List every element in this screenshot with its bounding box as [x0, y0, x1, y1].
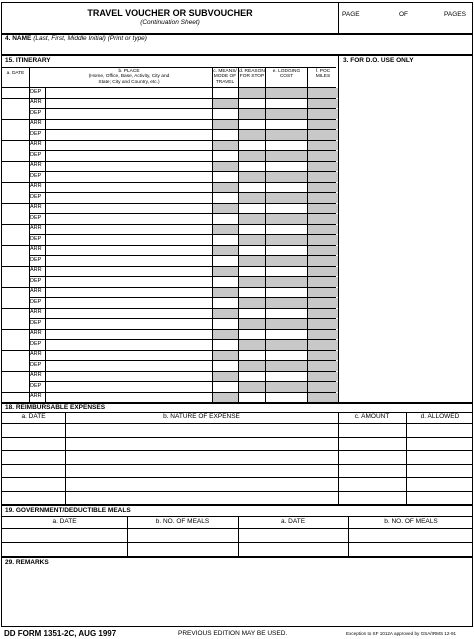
itinerary-row-label: ARR — [30, 330, 42, 336]
poc-shade — [308, 225, 338, 235]
lodging-shade — [266, 172, 307, 182]
lodging-shade — [266, 256, 307, 266]
lodging-shade — [266, 130, 307, 140]
form-title: TRAVEL VOUCHER OR SUBVOUCHER — [87, 8, 253, 18]
poc-shade — [308, 88, 338, 98]
itinerary-row-rule — [2, 140, 336, 141]
poc-shade — [308, 372, 338, 382]
means-shade — [213, 120, 238, 130]
reason-shade — [239, 298, 265, 308]
itinerary-row-label: DEP — [30, 361, 42, 368]
itinerary-row-rule — [2, 308, 336, 309]
poc-shade — [308, 309, 338, 319]
itinerary-row-label: DEP — [30, 298, 42, 305]
itinerary-row-label: ARR — [30, 288, 42, 294]
itinerary-row-label: DEP — [30, 88, 42, 95]
poc-shade — [308, 120, 338, 130]
col-place-header: b. PLACE (Home, Office, Base, Activity, City and State; City and Country, etc.) — [88, 69, 170, 85]
poc-shade — [308, 267, 338, 277]
lodging-shade — [266, 277, 307, 287]
poc-shade — [308, 246, 338, 256]
lodging-shade — [266, 235, 307, 245]
reason-shade — [239, 130, 265, 140]
lodging-shade — [266, 88, 307, 98]
col-reason-header: d. REASON FOR STOP — [239, 69, 265, 80]
poc-shade — [308, 204, 338, 214]
name-hint: (Last, First, Middle Initial) (Print or type) — [33, 35, 147, 42]
meals-col-date-2: a. DATE — [280, 518, 306, 525]
means-shade — [213, 393, 238, 403]
itinerary-row-rule — [2, 266, 336, 267]
page-label: PAGE — [342, 11, 360, 18]
itinerary-row-label: DEP — [30, 319, 42, 326]
itinerary-row-rule — [2, 392, 336, 393]
itinerary-row-label: ARR — [30, 204, 42, 210]
itinerary-row-rule — [2, 182, 336, 183]
poc-shade — [308, 235, 338, 245]
reimbursable-title: 18. REIMBURSABLE EXPENSES — [5, 404, 106, 411]
poc-shade — [308, 298, 338, 308]
itinerary-row-label: DEP — [30, 109, 42, 116]
poc-shade — [308, 330, 338, 340]
itinerary-row-label: DEP — [30, 172, 42, 179]
itinerary-row-label: ARR — [30, 99, 42, 105]
means-shade — [213, 330, 238, 340]
itinerary-row-label: ARR — [30, 246, 42, 252]
itinerary-row-rule — [2, 161, 336, 162]
travel-voucher-form — [1, 2, 473, 627]
lodging-shade — [266, 214, 307, 224]
reason-shade — [239, 193, 265, 203]
reason-shade — [239, 88, 265, 98]
col-poc-header: f. POC MILES — [315, 69, 331, 80]
name-number: 4. — [5, 35, 11, 42]
means-shade — [213, 288, 238, 298]
reimb-col-nature: b. NATURE OF EXPENSE — [163, 413, 240, 420]
itinerary-row-label: ARR — [30, 141, 42, 147]
meals-col-meals-2: b. NO. OF MEALS — [384, 518, 438, 525]
lodging-shade — [266, 382, 307, 392]
itinerary-row-label: DEP — [30, 277, 42, 284]
poc-shade — [308, 361, 338, 371]
reimb-col-date: a. DATE — [21, 413, 46, 420]
poc-shade — [308, 130, 338, 140]
itinerary-row-rule — [2, 245, 336, 246]
itinerary-row-label: DEP — [30, 151, 42, 158]
itinerary-row-label: DEP — [30, 193, 42, 200]
itinerary-row-label: DEP — [30, 256, 42, 263]
reimbursable-row-rule — [2, 477, 472, 478]
itinerary-row-label: DEP — [30, 130, 42, 137]
itinerary-row-rule — [2, 119, 336, 120]
itinerary-row-rule — [2, 350, 336, 351]
means-shade — [213, 225, 238, 235]
poc-shade — [308, 162, 338, 172]
form-footer — [0, 629, 474, 639]
means-shade — [213, 162, 238, 172]
itinerary-row-label: ARR — [30, 267, 42, 273]
itinerary-row-label: ARR — [30, 351, 42, 357]
meals-col-date-1: a. DATE — [52, 518, 77, 525]
meals-col-meals-1: b. NO. OF MEALS — [155, 518, 210, 525]
lodging-shade — [266, 361, 307, 371]
poc-shade — [308, 141, 338, 151]
itinerary-row-label: ARR — [30, 162, 42, 168]
means-shade — [213, 183, 238, 193]
name-field[interactable] — [5, 36, 147, 43]
means-shade — [213, 246, 238, 256]
poc-shade — [308, 214, 338, 224]
poc-shade — [308, 172, 338, 182]
reimbursable-row-rule — [2, 491, 472, 492]
itinerary-row-label: DEP — [30, 235, 42, 242]
itinerary-row-label: DEP — [30, 340, 42, 347]
previous-edition-note: PREVIOUS EDITION MAY BE USED. — [178, 630, 288, 637]
do-use-title: 3. FOR D.O. USE ONLY — [343, 57, 414, 64]
itinerary-row-rule — [2, 329, 336, 330]
reason-shade — [239, 256, 265, 266]
reason-shade — [239, 277, 265, 287]
means-shade — [213, 204, 238, 214]
itinerary-row-label: ARR — [30, 183, 42, 189]
means-shade — [213, 141, 238, 151]
lodging-shade — [266, 151, 307, 161]
reimbursable-row-rule — [2, 464, 472, 465]
poc-shade — [308, 151, 338, 161]
meals-title: 19. GOVERNMENT/DEDUCTIBLE MEALS — [5, 507, 131, 514]
lodging-shade — [266, 319, 307, 329]
poc-shade — [308, 319, 338, 329]
itinerary-row-rule — [2, 98, 336, 99]
lodging-shade — [266, 109, 307, 119]
reason-shade — [239, 151, 265, 161]
poc-shade — [308, 193, 338, 203]
means-shade — [213, 309, 238, 319]
lodging-shade — [266, 340, 307, 350]
itinerary-row-rule — [2, 371, 336, 372]
col-means-header: c. MEANS/ MODE OF TRAVEL — [213, 69, 237, 85]
remarks-title: 29. REMARKS — [5, 559, 49, 566]
pages-label: PAGES — [444, 11, 466, 18]
itinerary-row-rule — [2, 224, 336, 225]
reimbursable-row-rule — [2, 437, 472, 438]
itinerary-row-label: ARR — [30, 372, 42, 378]
poc-shade — [308, 351, 338, 361]
itinerary-row-rule — [2, 203, 336, 204]
reason-shade — [239, 172, 265, 182]
poc-shade — [308, 109, 338, 119]
means-shade — [213, 372, 238, 382]
poc-shade — [308, 183, 338, 193]
reason-shade — [239, 235, 265, 245]
form-id: DD FORM 1351-2C, AUG 1997 — [4, 629, 117, 638]
exception-note: Exception to SF 1012A approved by GSA/IRMS 12-91 — [346, 631, 457, 636]
means-shade — [213, 267, 238, 277]
remarks-area[interactable] — [2, 569, 472, 627]
poc-shade — [308, 99, 338, 109]
col-date-header: a. DATE — [6, 71, 25, 76]
form-subtitle: (Continuation Sheet) — [140, 19, 200, 26]
lodging-shade — [266, 298, 307, 308]
reason-shade — [239, 319, 265, 329]
means-shade — [213, 351, 238, 361]
poc-shade — [308, 393, 338, 403]
of-label: OF — [399, 11, 409, 18]
lodging-shade — [266, 193, 307, 203]
itinerary-row-label: DEP — [30, 382, 42, 389]
poc-shade — [308, 277, 338, 287]
reason-shade — [239, 214, 265, 224]
poc-shade — [308, 340, 338, 350]
poc-shade — [308, 382, 338, 392]
col-lodging-header: e. LODGING COST — [272, 69, 301, 80]
reimbursable-row-rule — [2, 450, 472, 451]
reason-shade — [239, 109, 265, 119]
itinerary-row-label: ARR — [30, 225, 42, 231]
name-label: NAME — [12, 35, 32, 42]
poc-shade — [308, 256, 338, 266]
reason-shade — [239, 361, 265, 371]
itinerary-row-label: DEP — [30, 214, 42, 221]
reimb-col-allowed: d. ALLOWED — [420, 413, 460, 420]
reason-shade — [239, 382, 265, 392]
itinerary-title: 15. ITINERARY — [5, 57, 51, 64]
itinerary-row-label: ARR — [30, 309, 42, 315]
poc-shade — [308, 288, 338, 298]
itinerary-row-rule — [2, 287, 336, 288]
reason-shade — [239, 340, 265, 350]
reimb-col-amount: c. AMOUNT — [354, 413, 390, 420]
itinerary-row-label: ARR — [30, 120, 42, 126]
itinerary-row-label: ARR — [30, 393, 42, 399]
means-shade — [213, 99, 238, 109]
